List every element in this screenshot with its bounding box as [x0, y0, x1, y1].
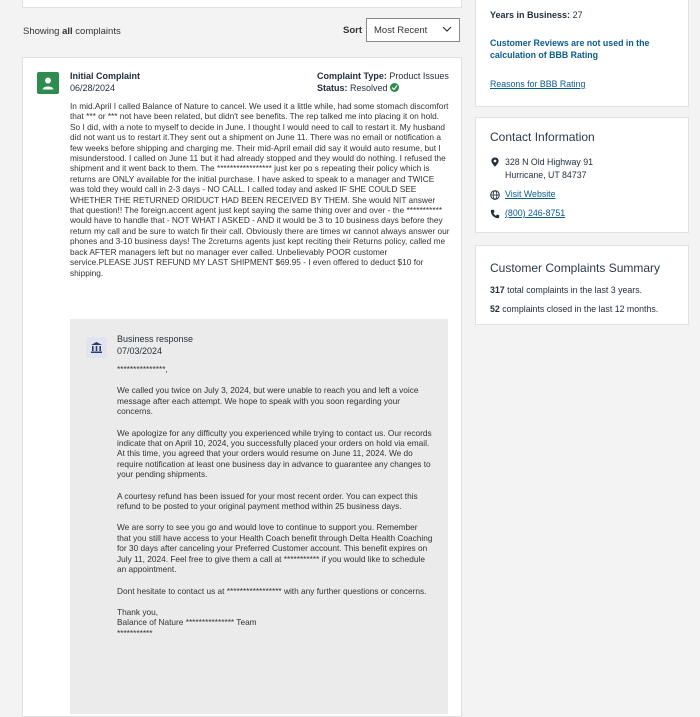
- sort-label: Sort: [343, 25, 362, 36]
- contact-heading: Contact Information: [490, 130, 595, 144]
- location-pin-icon: [490, 157, 500, 167]
- years-in-business: [490, 10, 583, 20]
- resolved-check-icon: [390, 83, 399, 92]
- phone-icon: [490, 209, 500, 219]
- response-paragraph: ***************,: [117, 364, 168, 374]
- complaint-status-label: Status:: [317, 83, 348, 93]
- response-signoff: Thank you, Balance of Nature *************** Team ***********: [117, 606, 257, 638]
- response-paragraph: We apologize for any difficulty you experienced while trying to contact us. Our records indicate that on April 10, 2024, you successfully placed your orders on hold via email. At this time, you agreed that your orders would resume on June 11, 2024. We do require notification at least one business day in advance to guarantee any changes to your pending shipments.: [117, 427, 432, 480]
- reasons-for-rating-link[interactable]: Reasons for BBB Rating: [490, 79, 586, 89]
- response-paragraph: Dont hesitate to contact us at ***************** with any further questions or concerns.: [117, 585, 427, 596]
- showing-bold: all: [62, 26, 73, 37]
- years-label: Years in Business:: [490, 10, 571, 20]
- visit-website-link[interactable]: Visit Website: [505, 189, 556, 199]
- complaint-type: [317, 71, 449, 81]
- complaint-status-value: Resolved: [350, 83, 388, 93]
- response-title: Business response: [117, 334, 194, 344]
- response-paragraph: A courtesy refund has been issued for your most recent order. You can expect this refund to be posted to your original payment method within 25 business days.: [117, 490, 418, 512]
- complaint-type-label: Complaint Type:: [317, 71, 387, 81]
- complaints-column: [22, 0, 462, 638]
- showing-suffix: complaints: [72, 26, 121, 37]
- complaint-type-value: Product Issues: [389, 71, 449, 81]
- complaint-card: [22, 57, 462, 717]
- contact-info-card: [475, 117, 689, 233]
- response-paragraph: We are sorry to see you go and would love to continue to support you. Remember that you still have access to your Health Coach benefit through Delta Health Coaching for 30 days after canceling your Preferred Customer account. This benefit expires on July 11, 2024. Feel free to give them a call at *********** if you would like to schedule an appointment.: [117, 522, 433, 575]
- reviews-note-link[interactable]: Customer Reviews are not used in the calculation of BBB Rating: [490, 38, 650, 60]
- showing-prefix: Showing: [23, 26, 63, 37]
- response-date: 07/03/2024: [117, 346, 163, 356]
- summary-closed-count: 52: [490, 304, 500, 314]
- business-building-icon: [86, 337, 107, 358]
- sort-select[interactable]: [366, 18, 460, 42]
- summary-closed-line: [490, 304, 658, 314]
- complaint-status: [317, 83, 399, 93]
- complaint-date: 06/28/2024: [70, 83, 116, 93]
- rating-info-card: [475, 0, 689, 107]
- response-body: [117, 364, 433, 649]
- summary-total-line: [490, 285, 642, 295]
- globe-icon: [490, 190, 500, 200]
- summary-heading: Customer Complaints Summary: [490, 261, 661, 275]
- complaints-summary-card: [475, 245, 689, 325]
- response-paragraph: We called you twice on July 3, 2024, but were unable to reach you and left a voice message after each attempt. We hope to speak with you soon regarding your concerns.: [117, 385, 419, 417]
- chevron-down-icon: [441, 23, 453, 35]
- summary-closed-text: complaints closed in the last 12 months.: [499, 304, 659, 314]
- summary-total-text: total complaints in the last 3 years.: [504, 285, 643, 295]
- business-response: [70, 319, 448, 714]
- address-line2: Hurricane, UT 84737: [505, 169, 587, 180]
- complaint-body: In mid.April I called Balance of Nature to cancel. We used it a little while, had some stomach discomfort that *** or *** not have been related, but didn't see benefits. The rep talked me into placing it on hold. So I did, with a note to myself to decide in June. I thought I would need to call to restart it. My husband did not want us to restart it.They sent out a shipment on June 11. There was no email or notification a few weeks before shipping and charging me. Their mid-April email did say it would auto resume, but I misunderstood. I called on June 11 but it had already stopped and they would do nothing. I refused the shipment and it went back to them. The ***************** just ker po s repeating their policy which is returns are ONLY available for the initial purchase. I have asked to speak to a manager and TWICE was told they would call in 2-3 days - NO CALL. I called today and asked IF SHE COULD SEE WHETHER THE RETURNED ORIDUCT HAD BEEN RECEIVED BY THEM. She would NIT answer that question!! The foreign.accent agent just kept saying the same thing over and over - the *********** would have to handle that - NOT WHAT I ASKED - AND it would be 3 to 10 business days before they return my call and be sure to watch fir their call. Obviously there are times wr cannot always answer our phones and 3-10 business days! The 2creturns agents just kept reciting their Returns policy, called me back AFTER managers left but no manager ever called. Unbelievably POOR customer service.PLEASE JUST REFUND MY LAST SHIPMENT $69.95 - I even offered to deduct $10 for shipping.: [70, 101, 450, 278]
- years-value: 27: [572, 10, 583, 20]
- complaints-toolbar: [22, 0, 462, 40]
- sort-select-value: Most Recent: [374, 25, 428, 36]
- phone-link[interactable]: (800) 246-8751: [505, 208, 566, 218]
- user-avatar-icon: [37, 72, 59, 94]
- address-text: [505, 156, 593, 181]
- complaint-title: Initial Complaint: [70, 71, 141, 81]
- summary-total-count: 317: [490, 285, 505, 295]
- showing-text: [23, 26, 121, 37]
- address-line1: 328 N Old Highway 91: [505, 157, 594, 167]
